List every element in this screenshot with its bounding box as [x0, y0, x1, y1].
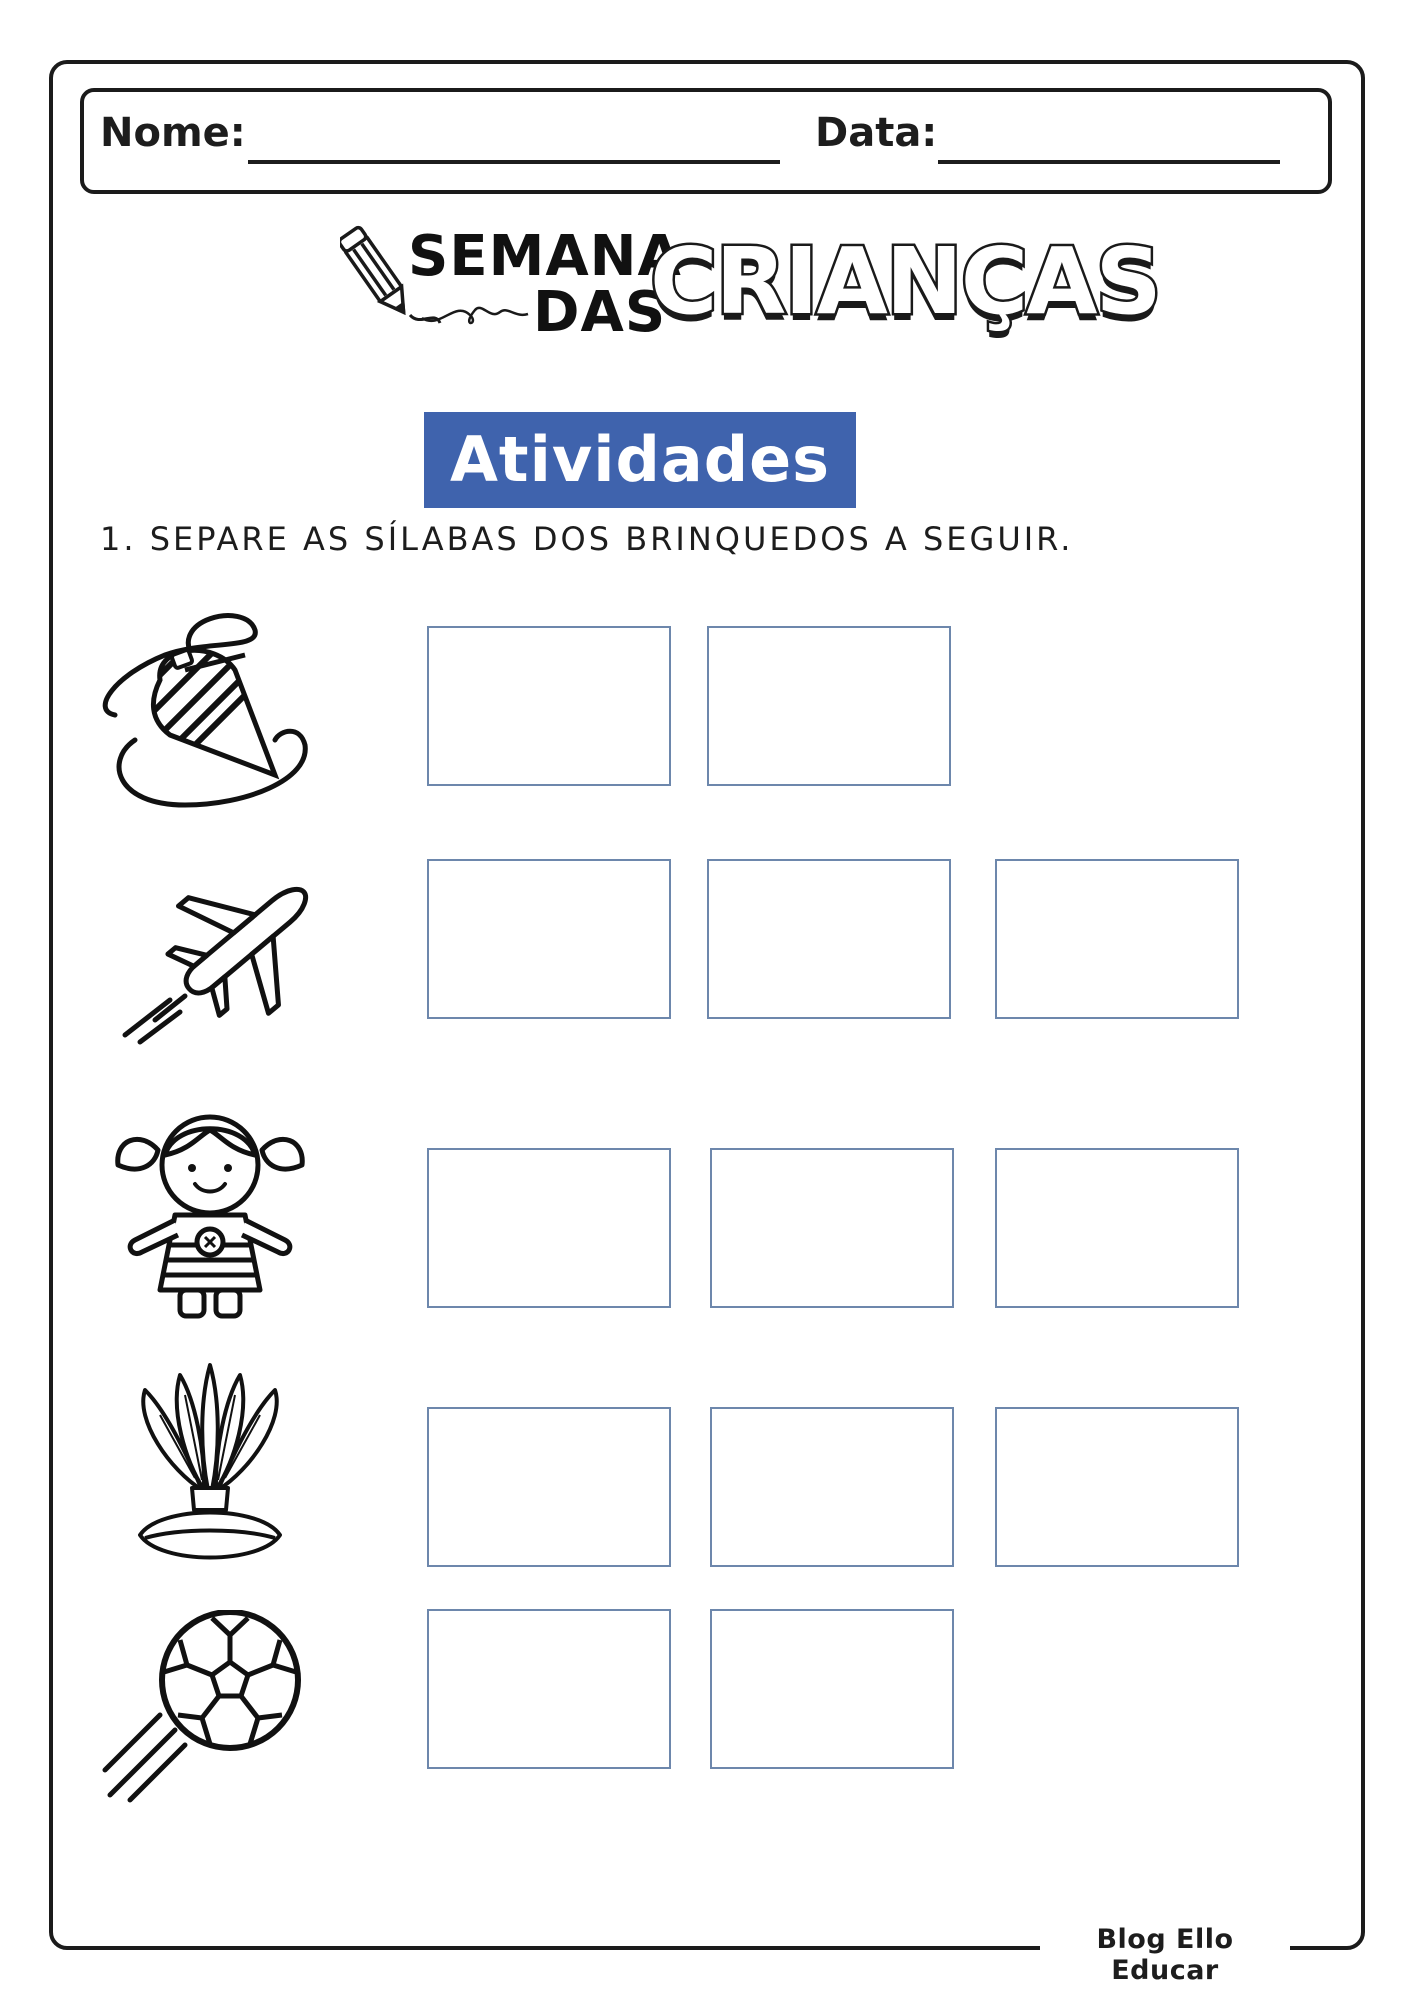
activities-banner: Atividades [424, 412, 856, 508]
syllable-box-4-1[interactable] [427, 1407, 671, 1567]
instruction-text: 1. SEPARE AS SÍLABAS DOS BRINQUEDOS A SEGUIR. [100, 520, 1074, 558]
airplane-icon [115, 870, 335, 1050]
swirl-decoration [420, 290, 530, 330]
logo-das: DAS [533, 280, 667, 345]
shuttlecock-icon [130, 1360, 290, 1565]
doll-icon [110, 1110, 310, 1320]
date-field[interactable] [938, 160, 1280, 164]
name-field[interactable] [248, 160, 780, 164]
syllable-box-5-2[interactable] [710, 1609, 954, 1769]
ball-icon [100, 1610, 310, 1810]
syllable-box-3-2[interactable] [710, 1148, 954, 1308]
syllable-box-2-2[interactable] [707, 859, 951, 1019]
date-label: Data: [815, 110, 938, 156]
syllable-box-5-1[interactable] [427, 1609, 671, 1769]
syllable-box-4-2[interactable] [710, 1407, 954, 1567]
syllable-box-1-1[interactable] [427, 626, 671, 786]
syllable-box-3-1[interactable] [427, 1148, 671, 1308]
syllable-box-4-3[interactable] [995, 1407, 1239, 1567]
spinning-top-icon [95, 600, 315, 820]
name-label: Nome: [100, 110, 246, 156]
syllable-box-3-3[interactable] [995, 1148, 1239, 1308]
header-box [80, 88, 1332, 194]
syllable-box-2-1[interactable] [427, 859, 671, 1019]
footer-credit: Blog Ello Educar [1096, 1924, 1234, 1986]
logo-semana: SEMANA [408, 224, 682, 289]
syllable-box-1-2[interactable] [707, 626, 951, 786]
syllable-box-2-3[interactable] [995, 859, 1239, 1019]
logo-criancas: CRIANÇAS [650, 228, 1160, 335]
